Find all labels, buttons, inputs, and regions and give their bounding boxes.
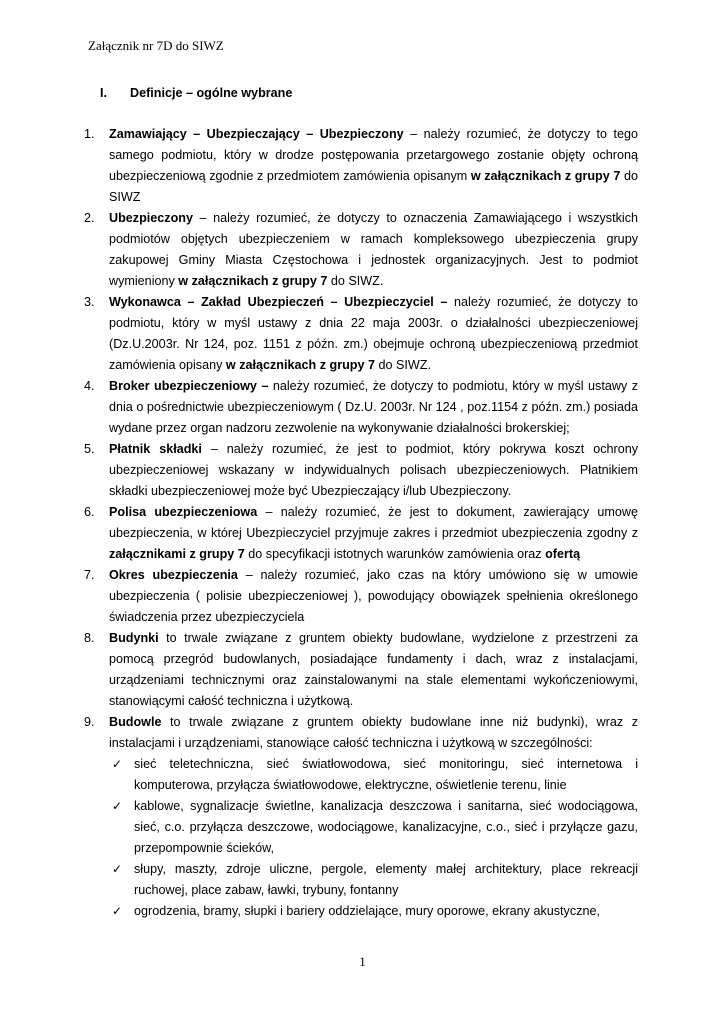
checklist-item: [109, 796, 638, 859]
definition-text: do SIWZ.: [327, 274, 384, 288]
definition-text: – należy rozumieć, że jest to dokument, zawierający umowę ubezpieczenia, w której Ubezpieczyciel przyjmuje zakres i przedmiot ubezpieczenia zgodny z: [109, 505, 638, 540]
definition-item: [84, 502, 638, 565]
definition-item: [84, 292, 638, 376]
definition-item: [84, 712, 638, 922]
checklist-text: ogrodzenia, bramy, słupki i bariery oddzielające, mury oporowe, ekrany akustyczne,: [134, 904, 600, 918]
definition-item: [84, 565, 639, 628]
definition-text: należy rozumieć, że dotyczy to podmiotu, który w myśl ustawy z dnia o pośrednictwie ubezpieczeniowym ( Dz.U. 2003r. Nr 124 , poz.1154 z późn. zm.) posiada wydane przez organ nadzoru zezwolenie na wykonywanie działalności brokerskiej;: [109, 379, 638, 435]
definition-text: – należy rozumieć, że dotyczy to oznaczenia Zamawiającego i wszystkich podmiotów objętych ubezpieczeniem w ramach kompleksowego ubezpieczenia grupy zakupowej Gminy Miasta Częstochowa i jednostek organizacyjnych. Jest to podmiot wymieniony: [109, 211, 638, 288]
definition-text: – należy rozumieć, że dotyczy to tego samego podmiotu, który w drodze postępowania przetargowego zostanie objęty ochroną ubezpieczeniową zgodnie z przedmiotem zamówienia opisanym: [109, 127, 638, 183]
item-number: 1.: [84, 127, 95, 141]
definition-text: do specyfikacji istotnych warunków zamówienia oraz: [244, 547, 546, 561]
item-number: 4.: [84, 379, 95, 393]
item-number: 2.: [84, 211, 95, 225]
definition-text: do SIWZ.: [374, 358, 431, 372]
page-header: Załącznik nr 7D do SIWZ: [88, 38, 224, 53]
term: Budowle: [109, 715, 162, 729]
definition-text: to trwale związane z gruntem obiekty budowlane, wydzielone z przestrzeni za pomocą przegród budowlanych, posiadające fundamenty i dach, wraz z instalacjami, urządzeniami technicznymi oraz zainstalowanymi na stale elementami wykończeniowymi, stanowiącymi całość techniczna i użytkową.: [109, 631, 638, 708]
term: Zamawiający – Ubezpieczający – Ubezpieczony: [109, 127, 404, 141]
term: Budynki: [109, 631, 159, 645]
term: Płatnik składki: [109, 442, 202, 456]
checkmark-icon: ✓: [112, 757, 123, 771]
emphasis: w załącznikach z grupy 7: [470, 169, 621, 183]
checkmark-icon: ✓: [112, 799, 123, 813]
emphasis: ofertą: [545, 547, 581, 561]
item-number: 5.: [84, 442, 95, 456]
emphasis: w załącznikach z grupy 7: [225, 358, 375, 372]
definition-item: [84, 628, 638, 712]
term: Wykonawca – Zakład Ubezpieczeń – Ubezpieczyciel –: [109, 295, 448, 309]
definition-text: – należy rozumieć, że jest to podmiot, który pokrywa koszt ochrony ubezpieczeniowej wskazany w indywidualnych polisach ubezpieczeniowych. Płatnikiem składki ubezpieczeniowej może być Ubezpieczający i/lub Ubezpieczony.: [109, 442, 639, 498]
item-number: 3.: [84, 295, 95, 309]
checklist-item: [109, 754, 638, 796]
item-number: 8.: [84, 631, 95, 645]
emphasis: załącznikami z grupy 7: [109, 547, 245, 561]
definition-text: to trwale związane z gruntem obiekty budowlane inne niż budynki), wraz z instalacjami i urządzeniami, stanowiące całość techniczna i użytkową w szczególności:: [109, 715, 638, 750]
checklist-text: kablowe, sygnalizacje świetlne, kanalizacja deszczowa i sanitarna, sieć wodociągowa, sieć, c.o. przyłącza deszczowe, wodociągowe, kanalizacyjne, c.o., sieć i przyłącze gazu, przepompownie ścieków,: [134, 799, 638, 855]
checkmark-icon: ✓: [112, 862, 123, 876]
term: Broker ubezpieczeniowy –: [109, 379, 269, 393]
item-number: 9.: [84, 715, 95, 729]
definition-item: [84, 376, 638, 439]
item-number: 6.: [84, 505, 95, 519]
section-number: I.: [100, 86, 107, 100]
term: Ubezpieczony: [109, 211, 193, 225]
section-heading: [88, 86, 292, 100]
definition-text: należy rozumieć, że dotyczy to podmiotu, który w myśl ustawy z dnia 22 maja 2003r. o działalności ubezpieczeniowej (Dz.U.2003r. Nr 124, poz. 1151 z późn. zm.) obejmuje ochroną ubezpieczeniową przedmiot zamówienia opisany: [109, 295, 638, 372]
definition-item: [84, 439, 639, 502]
term: Okres ubezpieczenia: [109, 568, 238, 582]
checklist-text: sieć teletechniczna, sieć światłowodowa, sieć monitoringu, sieć internetowa i komputerowa, przyłącza światłowodowe, elektryczne, oświetlenie terenu, linie: [134, 757, 638, 792]
checklist-item: [109, 859, 638, 901]
definition-item: [84, 208, 638, 292]
section-title: Definicje – ogólne wybrane: [130, 86, 293, 100]
definitions-list: [84, 124, 639, 922]
checklist-text: słupy, maszty, zdroje uliczne, pergole, elementy małej architektury, place rekreacji ruchowej, place zabaw, ławki, trybuny, fontanny: [134, 862, 638, 897]
emphasis: w załącznikach z grupy 7: [178, 274, 328, 288]
term: Polisa ubezpieczeniowa: [109, 505, 258, 519]
definition-item: [84, 124, 638, 208]
item-number: 7.: [84, 568, 95, 582]
page-number: 1: [359, 954, 366, 969]
definition-text: – należy rozumieć, jako czas na który umówiono się w umowie ubezpieczenia ( polisie ubezpieczeniowej ), powodujący obowiązek spełnienia określonego świadczenia przez ubezpieczyciela: [109, 568, 639, 624]
checklist-item: [109, 901, 638, 922]
checkmark-icon: ✓: [112, 904, 123, 918]
definition-text: do SIWZ: [109, 169, 638, 204]
